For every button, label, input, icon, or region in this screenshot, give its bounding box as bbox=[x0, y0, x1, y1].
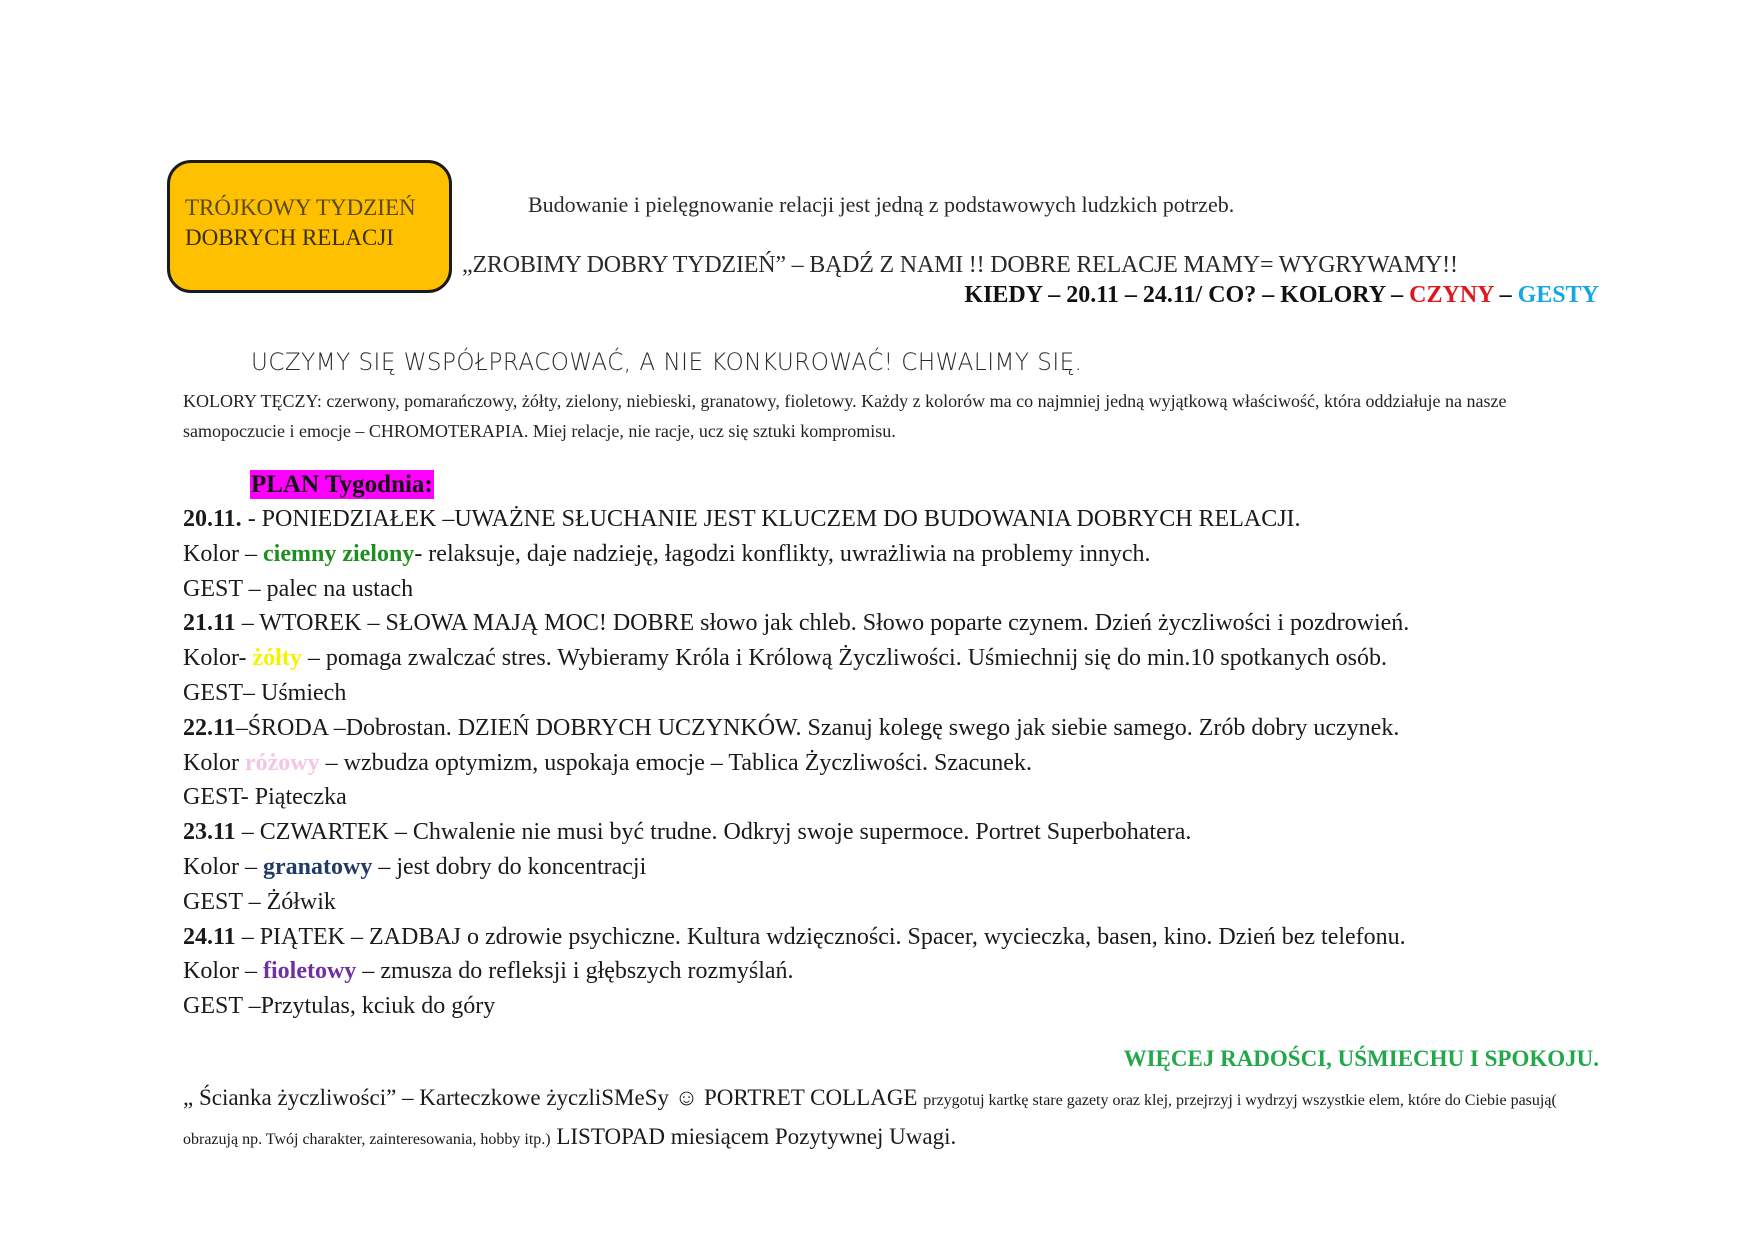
day-friday-color bbox=[183, 954, 1633, 989]
color-desc: – jest dobry do koncentracji bbox=[372, 853, 647, 880]
learn-heading: UCZYMY SIĘ WSPÓŁPRACOWAĆ, A NIE KONKUROWAĆ! CHWALIMY SIĘ. bbox=[251, 348, 1083, 376]
day-thursday-gest: GEST – Żółwik bbox=[183, 888, 336, 915]
day-head-text: – CZWARTEK – Chwalenie nie musi być trudne. Odkryj swoje supermoce. Portret Superbohatera. bbox=[235, 819, 1192, 846]
day-thursday-color bbox=[183, 850, 1633, 885]
when-sep-2: – bbox=[1493, 282, 1518, 308]
day-tuesday-head bbox=[183, 606, 1633, 641]
color-prefix: Kolor- bbox=[183, 645, 253, 672]
color-prefix: Kolor – bbox=[183, 540, 263, 567]
intro-text: Budowanie i pielęgnowanie relacji jest jedną z podstawowych ludzkich potrzeb. bbox=[528, 192, 1235, 217]
day-monday-head bbox=[183, 502, 1633, 537]
day-monday-color bbox=[183, 537, 1633, 572]
badge-line-1: TRÓJKOWY TYDZIEŃ bbox=[185, 195, 416, 220]
day-head-text: –ŚRODA –Dobrostan. DZIEŃ DOBRYCH UCZYNKÓW. Szanuj kolegę swego jak siebie samego. Zrób dobry uczynek. bbox=[235, 714, 1400, 741]
color-name-violet: fioletowy bbox=[263, 958, 357, 985]
day-date: 23.11 bbox=[183, 819, 236, 846]
color-prefix: Kolor bbox=[183, 749, 245, 776]
day-wednesday-head bbox=[183, 711, 1633, 746]
color-desc: – zmusza do refleksji i głębszych rozmyślań. bbox=[356, 958, 794, 985]
slogan-text: „ZROBIMY DOBRY TYDZIEŃ” – BĄDŹ Z NAMI !! DOBRE RELACJE MAMY= WYGRYWAMY!! bbox=[462, 252, 1458, 278]
day-date: 22.11 bbox=[183, 714, 236, 741]
footer-part-2: LISTOPAD miesiącem Pozytywnej Uwagi. bbox=[550, 1124, 957, 1149]
day-monday-gest: GEST – palec na ustach bbox=[183, 575, 414, 602]
color-name-yellow: żółty bbox=[252, 645, 302, 672]
day-date: 21.11 bbox=[183, 610, 236, 637]
color-desc: – pomaga zwalczać stres. Wybieramy Króla i Królową Życzliwości. Uśmiechnij się do min.10 spotkanych osób. bbox=[301, 645, 1387, 672]
color-prefix: Kolor – bbox=[183, 853, 263, 880]
color-prefix: Kolor – bbox=[183, 958, 263, 985]
week-schedule bbox=[183, 502, 1633, 1024]
day-head-text: – WTOREK – SŁOWA MAJĄ MOC! DOBRE słowo jak chleb. Słowo poparte czynem. Dzień życzliwości i pozdrowień. bbox=[235, 610, 1410, 637]
badge-line-2: DOBRYCH RELACJI bbox=[185, 225, 394, 250]
when-line bbox=[964, 282, 1599, 309]
when-lead: KIEDY bbox=[964, 282, 1043, 308]
color-desc: – wzbudza optymizm, uspokaja emocje – Tablica Życzliwości. Szacunek. bbox=[319, 749, 1032, 776]
closing-slogan: WIĘCEJ RADOŚCI, UŚMIECHU I SPOKOJU. bbox=[1123, 1046, 1599, 1071]
day-date: 20.11. bbox=[183, 506, 242, 532]
day-head-text: - PONIEDZIAŁEK –UWAŻNE SŁUCHANIE JEST KLUCZEM DO BUDOWANIA DOBRYCH RELACJI. bbox=[241, 506, 1301, 532]
day-wednesday-color bbox=[183, 746, 1633, 781]
day-tuesday-gest: GEST– Uśmiech bbox=[183, 679, 347, 706]
colors-description: KOLORY TĘCZY: czerwony, pomarańczowy, żółty, zielony, niebieski, granatowy, fioletowy. Każdy z kolorów ma co najmniej jedną wyjątkową właściwość, która oddziałuje na nasze samopoczucie i emocje – CHROMOTERAPIA. Miej relacje, nie racje, ucz się sztuki kompromisu. bbox=[183, 391, 1507, 441]
when-czyny: CZYNY bbox=[1409, 282, 1494, 308]
day-date: 24.11 bbox=[183, 923, 236, 950]
day-friday-gest: GEST –Przytulas, kciuk do góry bbox=[183, 993, 496, 1020]
title-badge bbox=[167, 160, 452, 293]
day-thursday-head bbox=[183, 815, 1633, 850]
color-name-pink: różowy bbox=[245, 749, 320, 776]
color-name-dark-green: ciemny zielony bbox=[263, 540, 415, 567]
day-tuesday-color bbox=[183, 641, 1633, 676]
color-name-navy: granatowy bbox=[263, 853, 373, 880]
when-gesty: GESTY bbox=[1517, 282, 1599, 308]
color-desc: - relaksuje, daje nadzieję, łagodzi konflikty, uwrażliwia na problemy innych. bbox=[414, 540, 1151, 567]
plan-title: PLAN Tygodnia: bbox=[251, 471, 433, 498]
day-wednesday-gest: GEST- Piąteczka bbox=[183, 784, 347, 811]
footer-small-instructions: przygotuj kartkę stare gazety oraz klej, przejrzyj i wydrzyj wszystkie elem, które do Ciebie pasują( obrazują np. Twój charakter, zainteresowania, hobby itp.) bbox=[183, 1092, 1557, 1148]
footer-part-1: „ Ścianka życzliwości” – Karteczkowe życzliSMeSy ☺ PORTRET COLLAGE bbox=[183, 1085, 924, 1110]
day-friday-head bbox=[183, 920, 1633, 955]
day-head-text: – PIĄTEK – ZADBAJ o zdrowie psychiczne. Kultura wdzięczności. Spacer, wycieczka, basen, kino. Dzień bez telefonu. bbox=[235, 923, 1406, 950]
footer-note bbox=[183, 1080, 1603, 1158]
when-sep-1: – 20.11 – 24.11/ CO? – KOLORY – bbox=[1042, 282, 1410, 308]
